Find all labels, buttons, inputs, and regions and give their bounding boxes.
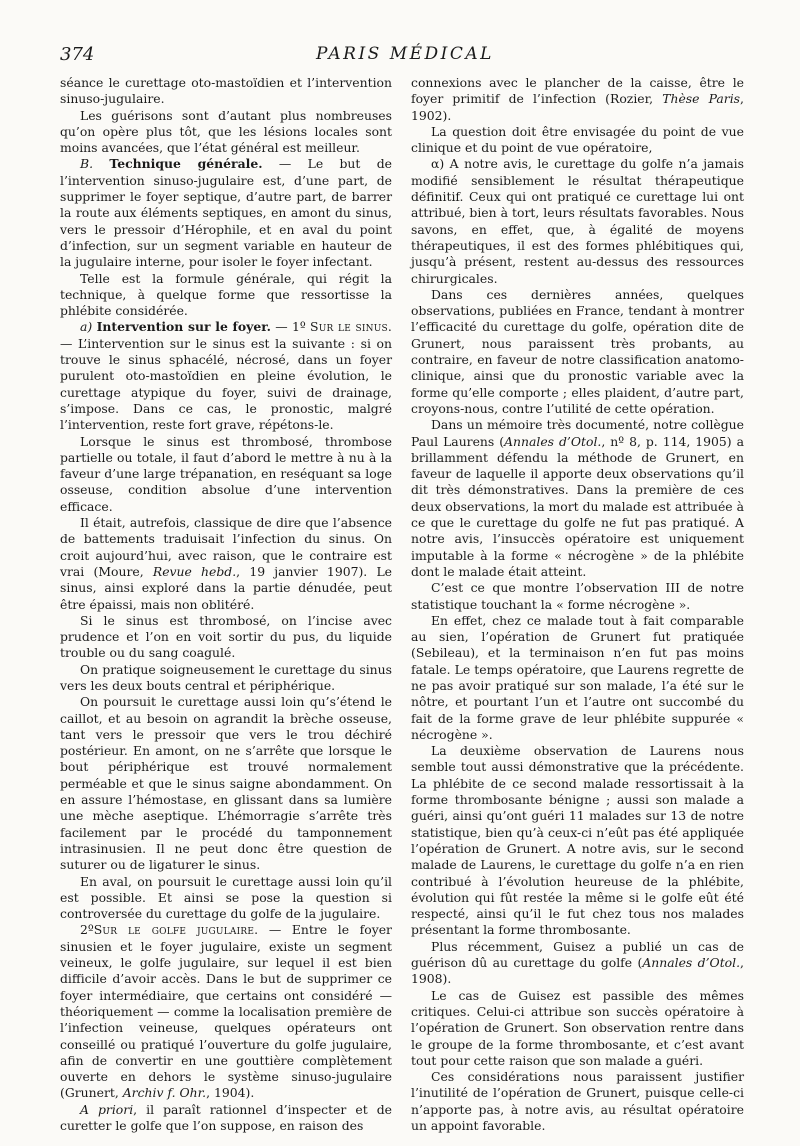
paragraph: C’est ce que montre l’observation III de notre statistique touchant la « forme nécrogène ». — [411, 580, 744, 612]
paragraph: La deuxième observation de Laurens nous semble tout aussi démonstrative que la précédente. La phlébite de ce second malade ressortissait à la forme thrombosante bénigne ; aussi son malade a guéri, ainsi qu’ont guéri 11 malades sur 13 de notre statistique, bien qu’à ceux-ci n’eût pas été appliquée l’opération de Grunert. A notre avis, sur le second malade de Laurens, le curettage du golfe n’a en rien contribué à l’évolution heureuse de la phlébite, évolution qui fût restée la même si le golfe eût été respecté, ainsi qu’il le fut chez tous nos malades présentant la forme thrombosante. — [411, 743, 744, 938]
paragraph: Plus récemment, Guisez a publié un cas de guérison dû au curettage du golfe (Annales d’Otol., 1908). — [411, 938, 744, 987]
section-heading: Intervention sur le foyer. — [96, 319, 271, 335]
paragraph: A priori, il paraît rationnel d’inspecter et de curetter le golfe que l’on suppose, en raison des — [60, 1101, 392, 1133]
citation: Thèse Paris — [662, 91, 741, 107]
paragraph: Le cas de Guisez est passible des mêmes critiques. Celui-ci attribue son succès opératoire à l’opération de Grunert. Son observation rentre dans le groupe de la forme thrombosante, et c’est avant tout pour cette raison que son malade a guéri. — [411, 987, 744, 1068]
subsection-heading: Sur le sinus. — [310, 319, 392, 335]
paragraph: séance le curettage oto-mastoïdien et l’intervention sinuso-jugulaire. — [60, 75, 392, 107]
section-label: B. — [80, 156, 94, 172]
paragraph-technique-generale: B. Technique générale. — Le but de l’intervention sinuso-jugulaire est, d’une part, de supprimer le foyer septique, d’autre part, de barrer la route aux éléments septiques, en amont du sinus, vers le pressoir d’Hérophile, et en aval du point d’infection, sur un segment variable en hauteur de la jugulaire interne, pour isoler le foyer infectant. — [60, 156, 392, 270]
paragraph: Les guérisons sont d’autant plus nombreuses qu’on opère plus tôt, que les lésions locales sont moins avancées, que l’état général est meilleur. — [60, 107, 392, 156]
section-label: a) — [80, 319, 93, 335]
section-heading: Technique générale. — [109, 156, 263, 172]
citation: Archiv f. Ohr. — [122, 1085, 207, 1101]
journal-title: PARIS MÉDICAL — [316, 44, 494, 64]
paragraph: α) A notre avis, le curettage du golfe n’a jamais modifié sensiblement le résultat thérapeutique définitif. Ceux qui ont pratiqué ce curettage lui ont attribué, bien à tort, leurs résultats favorables. Nous savons, en effet, que, à égalité de moyens thérapeutiques, il est des formes phlébitiques qui, jusqu’à présent, restent au-dessus des ressources chirurgicales. — [411, 156, 744, 286]
paragraph: Telle est la formule générale, qui régit la technique, à quelque forme que ressortisse la phlébite considérée. — [60, 270, 392, 319]
page-header — [60, 44, 750, 72]
paragraph: Ces considérations nous paraissent justifier l’inutilité de l’opération de Grunert, puisque celle-ci n’apporte pas, à notre avis, au résultat opératoire un appoint favorable. — [411, 1069, 744, 1133]
paragraph: La question doit être envisagée du point de vue clinique et du point de vue opératoire, — [411, 123, 744, 156]
paragraph: Dans ces dernières années, quelques observations, publiées en France, tendant à montrer l’efficacité du curettage du golfe, opération dite de Grunert, nous paraissent très probants, au contraire, en faveur de notre classification anatomo-clinique, ainsi que du pronostic variable avec la forme qu’elle comporte ; elles plaident, d’autre part, croyons-nous, contre l’utilité de cette opération. — [411, 286, 744, 416]
paragraph: Si le sinus est thrombosé, on l’incise avec prudence et l’on en voit sortir du pus, du liquide trouble ou du sang coagulé. — [60, 612, 392, 661]
paragraph-golfe-jugulaire: 2ºSur le golfe jugulaire. — Entre le foyer sinusien et le foyer jugulaire, existe un segment veineux, le golfe jugulaire, sur lequel il est bien difficile d’avoir accès. Dans le but de supprimer ce foyer intermédiaire, que certains ont considéré — théoriquement — comme la localisation première de l’infection veineuse, quelques opérateurs ont conseillé ou pratiqué l’ouverture du golfe jugulaire, afin de convertir en une gouttière complètement ouverte en dehors le système sinuso-jugulaire (Grunert, Archiv f. Ohr., 1904). — [60, 922, 392, 1101]
paragraph: On pratique soigneusement le curettage du sinus vers les deux bouts central et périphérique. — [60, 661, 392, 693]
paragraph: On poursuit le curettage aussi loin qu’s’étend le caillot, et au besoin on agrandit la brèche osseuse, tant vers le pressoir que vers le trou déchiré postérieur. En amont, on ne s’arrête que lorsque le bout périphérique est trouvé normalement perméable et que le sinus saigne abondamment. On en assure l’hémostase, en glissant dans sa lumière une mèche aseptique. L’hémorragie s’arrête très facilement par le procédé du tamponnement intrasinusien. Il ne peut donc être question de suturer ou de ligaturer le sinus. — [60, 694, 392, 873]
page-number: 374 — [60, 44, 95, 65]
citation: Annales d’Otol. — [642, 955, 741, 971]
paragraph: Lorsque le sinus est thrombosé, thrombose partielle ou totale, il faut d’abord le mettre à nu à la faveur d’une large trépanation, en reséquant sa loge osseuse, condition absolue d’une intervention efficace. — [60, 433, 392, 514]
paragraph: En effet, chez ce malade tout à fait comparable au sien, l’opération de Grunert fut pratiquée (Sebileau), et la terminaison n’en fut pas moins fatale. Le temps opératoire, que Laurens regrette de ne pas avoir pratiqué sur son malade, l’a été sur le nôtre, et pourtant l’un et l’autre ont succombé du fait de la forme grave de leur phlébite suppurée « nécrogène ». — [411, 612, 744, 742]
citation: Revue hebd. — [152, 563, 237, 579]
subsection-heading: Sur le golfe jugulaire. — [93, 922, 259, 938]
citation: Annales d’Otol. — [504, 433, 602, 449]
paragraph: Dans un mémoire très documenté, notre collègue Paul Laurens (Annales d’Otol., nº 8, p. 114, 1905) a brillamment défendu la méthode de Grunert, en faveur de laquelle il apporte deux observations qu’il dit très démonstratives. Dans la première de ces deux observations, la mort du malade est attribuée à ce que le curettage du golfe ne fut pas pratiqué. A notre avis, l’insuccès opératoire est uniquement imputable à la forme « nécrogène » de la phlébite dont le malade était atteint. — [411, 417, 744, 579]
left-column — [60, 75, 392, 1134]
paragraph-intervention-foyer: a) Intervention sur le foyer. — 1º Sur le sinus. — L’intervention sur le sinus est la suivante : si on trouve le sinus sphacélé, nécrosé, dans un foyer purulent oto-mastoïdien en pleine évolution, le curettage atypique du foyer, suivi de drainage, s’impose. Dans ce cas, le pronostic, malgré l’intervention, reste fort grave, répétons-le. — [60, 319, 392, 433]
paragraph: En aval, on poursuit le curettage aussi loin qu’il est possible. Et ainsi se pose la question si controversée du curettage du golfe de la jugulaire. — [60, 873, 392, 922]
paragraph: connexions avec le plancher de la caisse, être le foyer primitif de l’infection (Rozier, Thèse Paris, 1902). — [411, 75, 744, 123]
paragraph: Il était, autrefois, classique de dire que l’absence de battements traduisait l’infection du sinus. On croit aujourd’hui, avec raison, que le contraire est vrai (Moure, Revue hebd., 19 janvier 1907). Le sinus, ainsi exploré dans la partie dénudée, peut être épaissi, mais non oblitéré. — [60, 515, 393, 612]
right-column — [411, 75, 744, 1134]
